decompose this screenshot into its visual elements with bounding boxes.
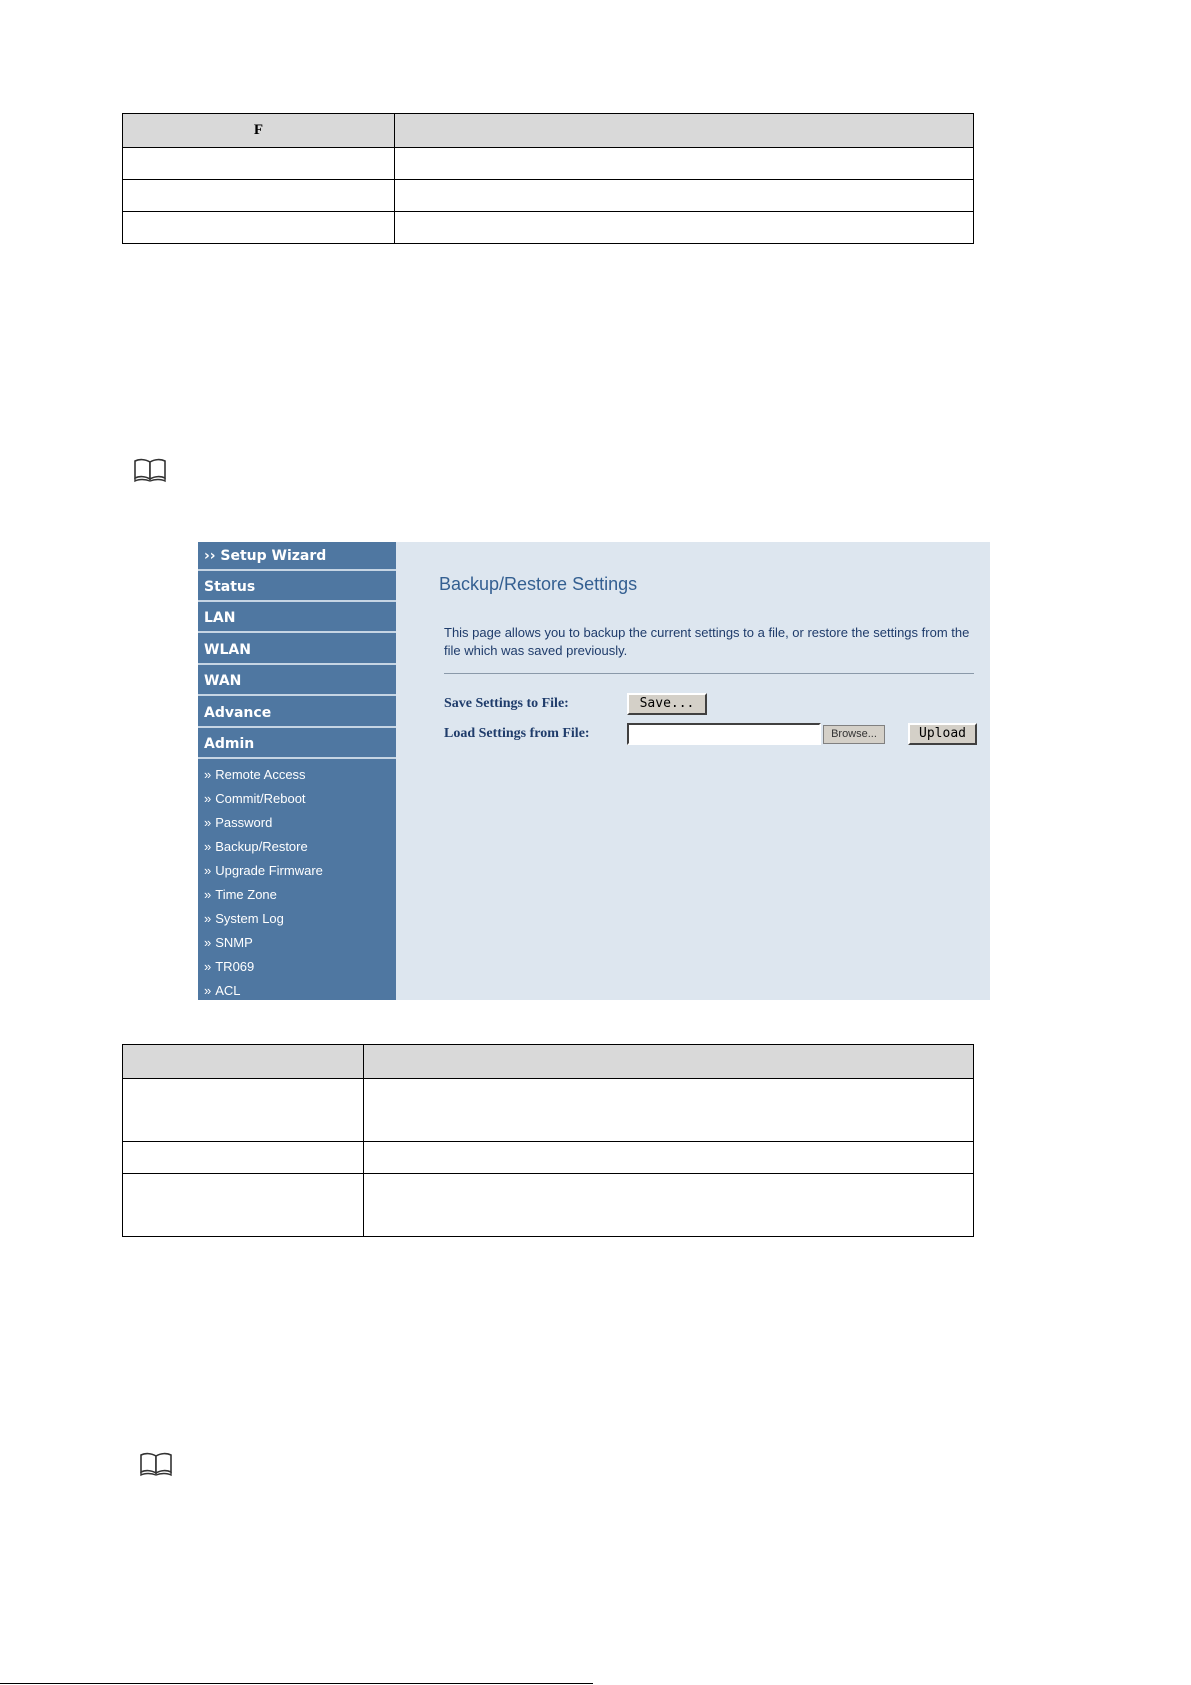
chevron-icon: »	[204, 839, 212, 854]
table-cell	[123, 1174, 364, 1237]
submenu-label: SNMP	[215, 935, 253, 950]
chevron-icon: »	[204, 911, 212, 926]
browse-button[interactable]: Browse...	[823, 725, 885, 744]
table-cell	[364, 1142, 974, 1174]
menu-lan[interactable]: LAN	[198, 604, 396, 633]
table-cell	[123, 1079, 364, 1142]
table-row	[123, 212, 974, 244]
menu-wan[interactable]: WAN	[198, 667, 396, 696]
table-cell	[364, 1174, 974, 1237]
chevron-icon: »	[204, 815, 212, 830]
file-path-input[interactable]	[627, 723, 821, 745]
submenu-label: Backup/Restore	[215, 839, 308, 854]
table-cell	[364, 1079, 974, 1142]
chevron-icon: »	[204, 959, 212, 974]
sidebar-nav	[198, 542, 396, 1000]
submenu-label: Password	[215, 815, 273, 830]
submenu-label: TR069	[215, 959, 255, 974]
chevron-icon: »	[204, 887, 212, 902]
submenu-acl[interactable]	[204, 980, 241, 1002]
submenu-remote-access[interactable]	[204, 764, 306, 786]
submenu-label: ACL	[215, 983, 241, 998]
top-table	[122, 113, 974, 244]
table-row	[123, 180, 974, 212]
page-title: Backup/Restore Settings	[439, 574, 638, 594]
menu-admin[interactable]: Admin	[198, 730, 396, 759]
submenu-time-zone[interactable]	[204, 884, 277, 906]
save-settings-label: Save Settings to File:	[444, 696, 569, 711]
content-panel	[396, 542, 990, 1000]
submenu-label: System Log	[215, 911, 284, 926]
page-description: This page allows you to backup the current settings to a file, or restore the settings from the file which was saved previously.	[444, 625, 970, 658]
table-header-cell	[364, 1045, 974, 1079]
submenu-password[interactable]	[204, 812, 272, 834]
table-cell	[395, 148, 974, 180]
divider	[444, 673, 974, 674]
chevron-icon: »	[204, 935, 212, 950]
table-header-cell	[123, 1045, 364, 1079]
submenu-label: Upgrade Firmware	[215, 863, 323, 878]
load-settings-label: Load Settings from File:	[444, 726, 590, 741]
table-row	[123, 1174, 974, 1237]
menu-advance[interactable]: Advance	[198, 699, 396, 728]
table-cell	[123, 148, 395, 180]
table-header-cell	[395, 114, 974, 148]
footnote-separator	[0, 1683, 593, 1684]
menu-setup-wizard[interactable]: ›› Setup Wizard	[198, 542, 396, 571]
submenu-label: Commit/Reboot	[215, 791, 306, 806]
chevron-icon: »	[204, 767, 212, 782]
submenu-upgrade-firmware[interactable]	[204, 860, 323, 882]
submenu-commit-reboot[interactable]	[204, 788, 306, 810]
table-header-cell: F	[123, 114, 395, 148]
table-cell	[123, 1142, 364, 1174]
submenu-label: Remote Access	[215, 767, 306, 782]
book-icon	[139, 1451, 173, 1477]
chevron-icon: »	[204, 983, 212, 998]
submenu-snmp[interactable]	[204, 932, 253, 954]
table-row	[123, 148, 974, 180]
submenu-system-log[interactable]	[204, 908, 284, 930]
submenu-backup-restore[interactable]	[204, 836, 308, 858]
table-cell	[395, 212, 974, 244]
chevron-icon: »	[204, 863, 212, 878]
book-icon	[133, 457, 167, 483]
save-button[interactable]: Save...	[627, 693, 707, 715]
submenu-label: Time Zone	[215, 887, 277, 902]
table-cell	[395, 180, 974, 212]
menu-wlan[interactable]: WLAN	[198, 636, 396, 665]
menu-status[interactable]: Status	[198, 573, 396, 602]
table-header-row	[123, 1045, 974, 1079]
table-header-row	[123, 114, 974, 148]
upload-button[interactable]: Upload	[908, 723, 977, 745]
table-row	[123, 1079, 974, 1142]
table-row	[123, 1142, 974, 1174]
table-cell	[123, 212, 395, 244]
table-cell	[123, 180, 395, 212]
router-admin-screenshot	[198, 542, 990, 1000]
submenu-tr069[interactable]	[204, 956, 254, 978]
chevron-icon: »	[204, 791, 212, 806]
bottom-table	[122, 1044, 974, 1237]
